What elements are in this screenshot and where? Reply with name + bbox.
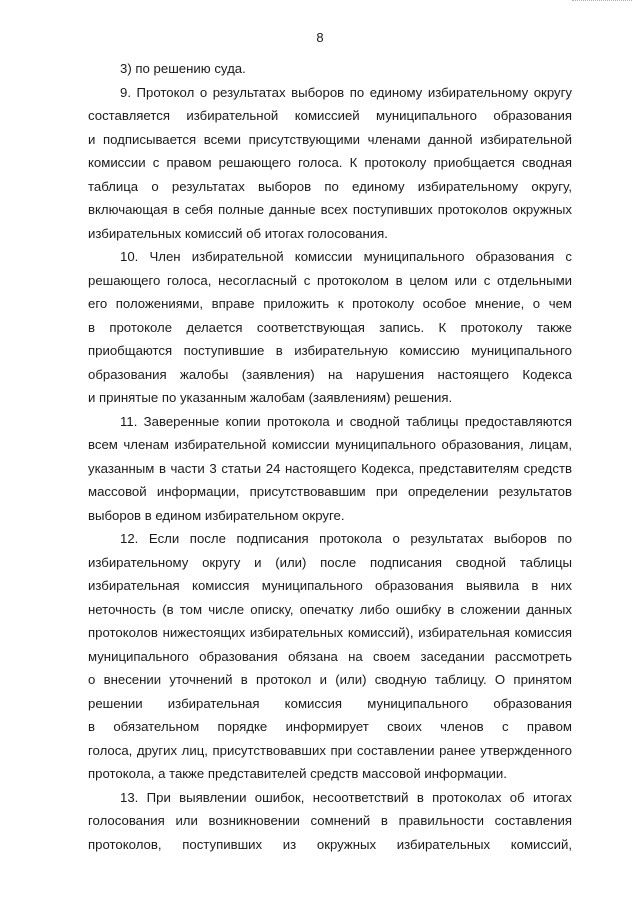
text-line: комиссии с правом решающего голоса. К протоколу приобщается сводная [88,155,572,170]
scan-header-mark [572,0,632,6]
text-line: протокола, а также представителей средств массовой информации. [88,766,507,781]
text-line: приобщаются поступившие в избирательную комиссию муниципального [88,343,572,358]
text-line: избирательных комиссий об итогах голосования. [88,225,388,241]
text-line: в протоколе делается соответствующая запись. К протоколу также [88,319,572,335]
page-number: 8 [316,30,324,45]
text-line: избирательному округу и (или) после подписания сводной таблицы [88,554,572,570]
text-line: образования жалобы (заявления) на нарушения настоящего Кодекса [88,366,572,382]
text-line: всем членам избирательной комиссии муниципального образования, лицам, [88,437,572,452]
text-line: таблица о результатах выборов по единому избирательному округу, [88,178,572,194]
text-line: неточность (в том числе описку, опечатку либо ошибку в сложении данных [88,601,572,617]
text-line: муниципального образования обязана на своем заседании рассмотреть [88,648,572,664]
text-line: 12. Если после подписания протокола о результатах выборов по [120,531,572,546]
text-line: протоколов, поступивших из окружных избирательных комиссий, [88,836,572,852]
text-line: о внесении уточнений в протокол и (или) сводную таблицу. О принятом [88,672,572,687]
text-line: 13. При выявлении ошибок, несоответствий в протоколах об итогах [120,789,572,805]
text-line: выборов в едином избирательном округе. [88,507,345,523]
text-line: включающая в себя полные данные всех поступивших протоколов окружных [88,202,572,217]
text-line: избирательная комиссия муниципального образования выявила в них [88,578,572,593]
text-line: в обязательном порядке информирует своих членов с правом [88,719,572,734]
document-body [88,57,572,856]
text-line: указанным в части 3 статьи 24 настоящего Кодекса, представителям средств [88,460,572,476]
text-line: 10. Член избирательной комиссии муниципального образования с [120,249,572,264]
text-line: 11. Заверенные копии протокола и сводной таблицы предоставляются [120,413,572,429]
text-line: 3) по решению суда. [120,61,246,76]
text-line: решающего голоса, несогласный с протоколом в целом или с отдельными [88,272,572,288]
text-line: голосования или возникновении сомнений в правильности составления [88,813,572,828]
text-line: 9. Протокол о результатах выборов по единому избирательному округу [120,84,572,100]
text-line: составляется избирательной комиссией муниципального образования [88,108,572,123]
text-line: и подписывается всеми присутствующими членами данной избирательной [88,131,572,147]
text-line: и принятые по указанным жалобам (заявлениям) решения. [88,390,453,405]
text-line: массовой информации, присутствовавшим при определении результатов [88,484,572,499]
text-line: его положениями, вправе приложить к протоколу особое мнение, о чем [88,296,572,311]
text-line: голоса, других лиц, присутствовавших при составлении ранее утвержденного [88,742,572,758]
text-line: решении избирательная комиссия муниципального образования [88,695,572,711]
text-line: протоколов нижестоящих избирательных комиссий), избирательная комиссия [88,625,572,640]
